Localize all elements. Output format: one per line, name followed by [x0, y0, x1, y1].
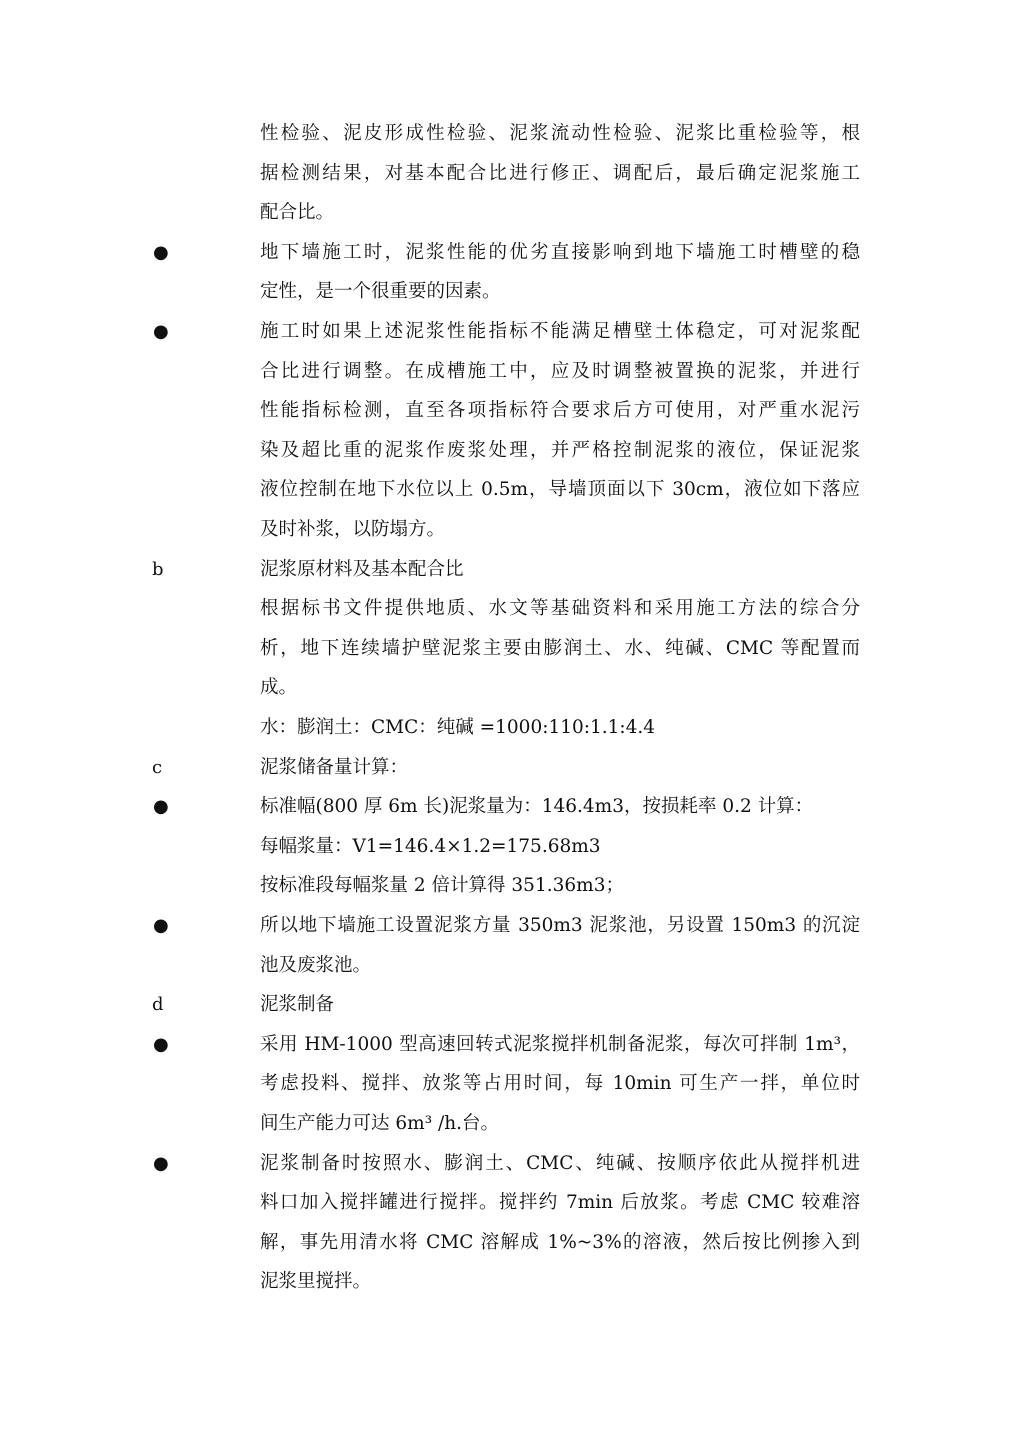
paragraph-line: 按标准段每幅浆量 2 倍计算得 351.36m3； — [260, 875, 624, 897]
paragraph-line: 间生产能力可达 6m³ /h.台。 — [260, 1113, 500, 1134]
paragraph-line: 合比进行调整。在成槽施工中，应及时调整被置换的泥浆，并进行 — [260, 360, 860, 382]
section-marker: c — [152, 756, 163, 778]
paragraph-line: 池及废浆池。 — [260, 954, 372, 976]
section-marker: b — [152, 558, 164, 580]
bullet-icon: ● — [153, 915, 169, 936]
paragraph-line: 泥浆制备时按照水、膨润土、CMC、纯碱、按顺序依此从搅拌机进 — [260, 1152, 860, 1174]
bullet-icon: ● — [153, 241, 169, 263]
paragraph-line: 液位控制在地下水位以上 0.5m，导墙顶面以下 30cm，液位如下落应 — [260, 479, 860, 501]
paragraph-line: 所以地下墙施工设置泥浆方量 350m3 泥浆池，另设置 150m3 的沉淀 — [260, 915, 860, 936]
paragraph-line: 据检测结果，对基本配合比进行修正、调配后，最后确定泥浆施工 — [260, 162, 860, 184]
paragraph-line: 每幅浆量：V1=146.4×1.2=175.68m3 — [260, 835, 601, 857]
paragraph-line: 泥浆制备 — [260, 994, 335, 1016]
paragraph-line: 料口加入搅拌罐进行搅拌。搅拌约 7min 后放浆。考虑 CMC 较难溶 — [260, 1192, 860, 1214]
paragraph-line: 性能指标检测，直至各项指标符合要求后方可使用，对严重水泥污 — [260, 400, 860, 422]
paragraph-line: 析，地下连续墙护壁泥浆主要由膨润土、水、纯碱、CMC 等配置而 — [260, 637, 860, 659]
paragraph-line: 考虑投料、搅拌、放浆等占用时间，每 10min 可生产一拌，单位时 — [260, 1073, 860, 1095]
bullet-icon: ● — [153, 1033, 169, 1055]
paragraph-line: 施工时如果上述泥浆性能指标不能满足槽壁土体稳定，可对泥浆配 — [260, 321, 860, 342]
paragraph-line: 泥浆原材料及基本配合比 — [260, 558, 464, 580]
paragraph-line: 水：膨润土：CMC：纯碱 =1000:110:1.1:4.4 — [260, 717, 656, 738]
bullet-icon: ● — [153, 321, 169, 342]
paragraph-line: 采用 HM-1000 型高速回转式泥浆搅拌机制备泥浆，每次可拌制 1m³， — [260, 1033, 860, 1055]
paragraph-line: 配合比。 — [260, 202, 335, 224]
paragraph-line: 定性，是一个很重要的因素。 — [260, 281, 501, 303]
section-marker: d — [152, 994, 164, 1016]
paragraph-line: 成。 — [260, 677, 298, 699]
paragraph-line: 染及超比重的泥浆作废浆处理，并严格控制泥浆的液位，保证泥浆 — [260, 439, 860, 461]
paragraph-line: 及时补浆，以防塌方。 — [260, 519, 446, 540]
paragraph-line: 泥浆里搅拌。 — [260, 1271, 372, 1293]
bullet-icon: ● — [153, 1152, 169, 1174]
paragraph-line: 地下墙施工时，泥浆性能的优劣直接影响到地下墙施工时槽壁的稳 — [260, 241, 860, 263]
paragraph-line: 标准幅(800 厚 6m 长)泥浆量为：146.4m3，按损耗率 0.2 计算： — [260, 796, 814, 818]
paragraph-line: 泥浆储备量计算： — [260, 756, 409, 778]
paragraph-line: 根据标书文件提供地质、水文等基础资料和采用施工方法的综合分 — [260, 598, 860, 620]
paragraph-line: 性检验、泥皮形成性检验、泥浆流动性检验、泥浆比重检验等，根 — [260, 123, 860, 144]
paragraph-line: 解，事先用清水将 CMC 溶解成 1%~3%的溶液，然后按比例掺入到 — [260, 1231, 860, 1253]
bullet-icon: ● — [153, 796, 169, 818]
